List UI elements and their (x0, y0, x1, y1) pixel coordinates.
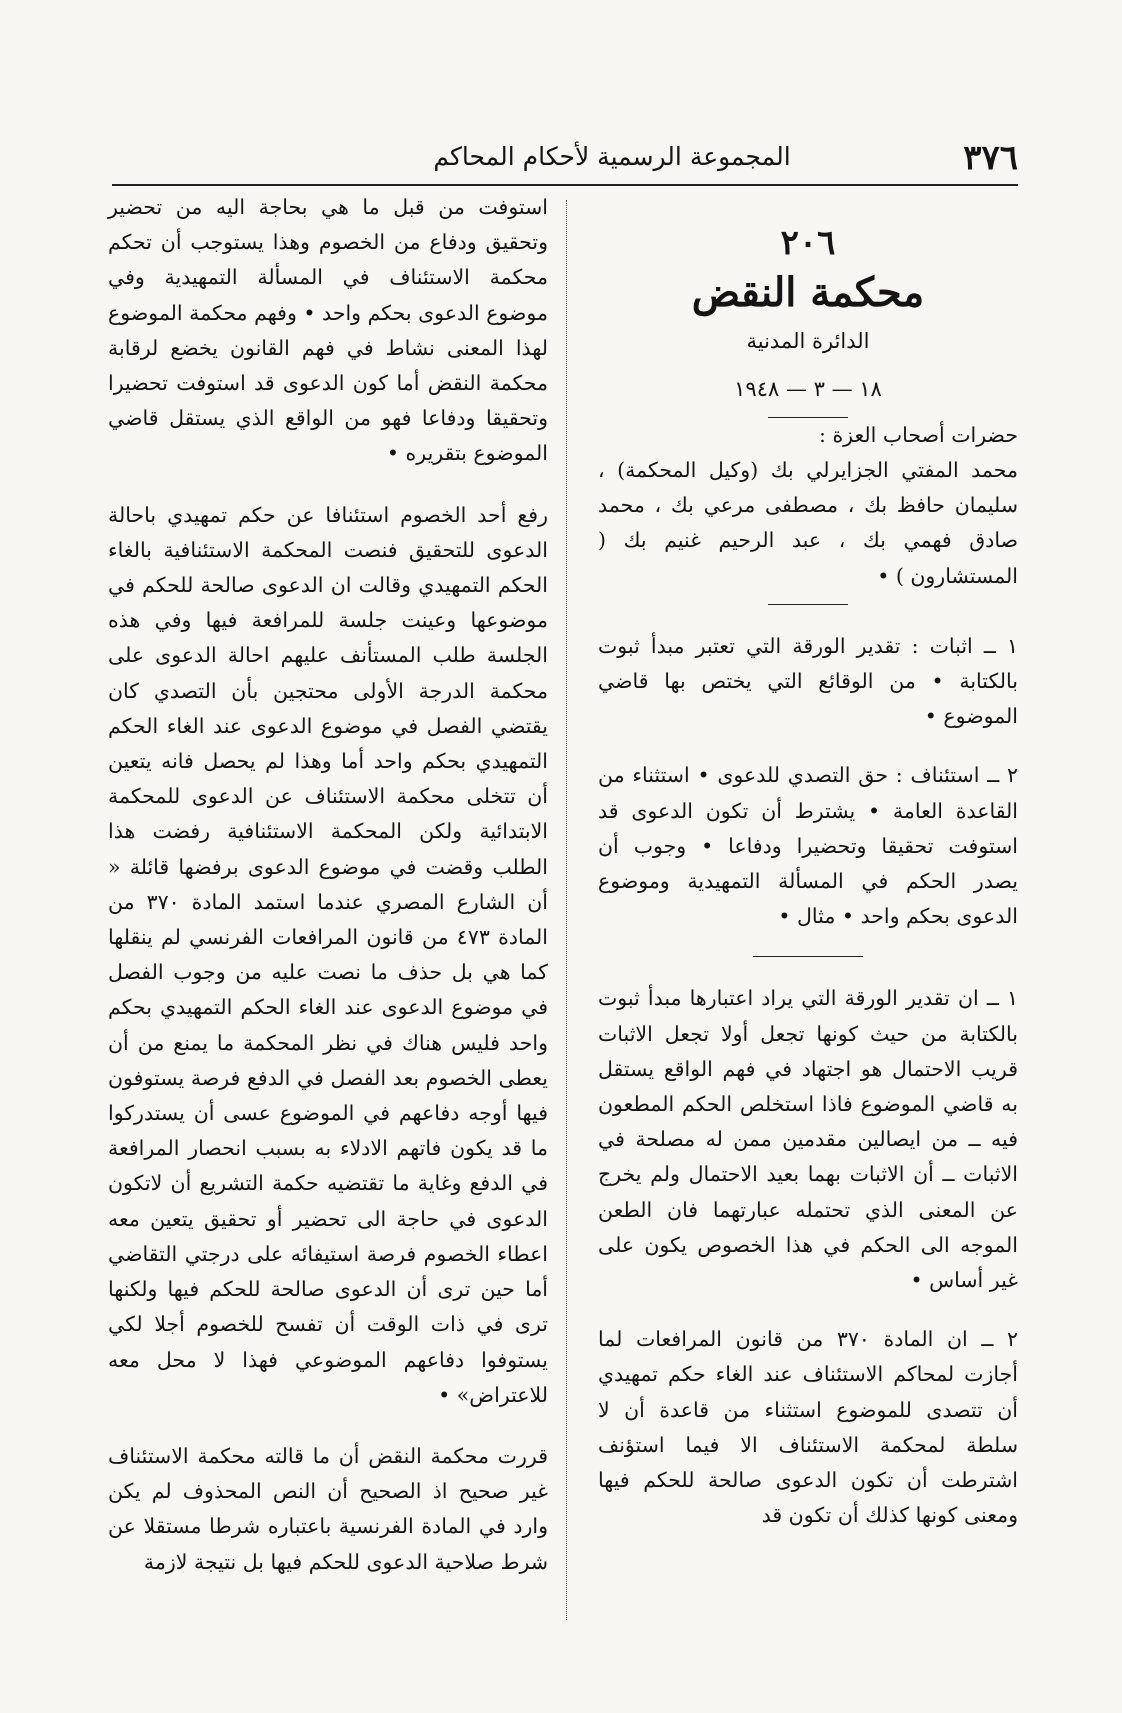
principle-1: ١ ــ ان تقدير الورقة التي يراد اعتبارها مبدأ ثبوت بالكتابة من حيث كونها تجعل أولا تجعل الاثبات قريب الاحتمال هو اجتهاد في فهم الواقع يستقل به قاضي الموضوع فاذا استخلص الحكم المطعون فيه ــ من ايصالين مقدمين ممن له مصلحة في الاثبات ــ أن الاثبات بهما بعيد الاحتمال ولم يخرج عن المعنى الذي تحتمله عبارتهما فان الطعن الموجه الى الحكم في هذا الخصوص يكون على غير أساس • (598, 986, 1018, 1293)
principle-2: ٢ ــ ان المادة ٣٧٠ من قانون المرافعات لما أجازت لمحاكم الاستئناف عند الغاء حكم تمهيدي أن تتصدى للموضوع استثناء من قاعدة أن لا سلطة لمحكمة الاستئناف الا فيما استؤنف اشترطت أن تكون الدعوى صالحة للحكم فيها ومعنى كونها كذلك أن تكون قد (598, 1327, 1018, 1528)
paragraph-3: قررت محكمة النقض أن ما قالته محكمة الاستئناف غير صحيح اذ الصحيح أن النص المحذوف لم يكن وارد في المادة الفرنسية باعتباره شرطا مستقلا عن شرط صلاحية الدعوى للحكم فيها بل نتيجة لازمة (108, 1443, 548, 1574)
judges-list: محمد المفتي الجزايرلي بك (وكيل المحكمة) ، سليمان حافظ بك ، مصطفى مرعي بك ، محمد صادق فهمي بك ، عبد الرحيم غنيم بك ( المستشارون ) • (598, 458, 1018, 588)
headnote-2: ٢ ــ استئناف : حق التصدي للدعوى • استثناء من القاعدة العامة • يشترط أن تكون الدعوى قد استوفت تحقيقا وتحضيرا ودفاعا • وجوب أن يصدر الحكم في المسألة التمهيدية وموضوع الدعوى بحكم واحد • مثال • (598, 763, 1018, 929)
column-divider (566, 200, 567, 1620)
judgment-date: ١٨ — ٣ — ١٩٤٨ (734, 376, 882, 401)
paragraph-2: رفع أحد الخصوم استئنافا عن حكم تمهيدي باحالة الدعوى للتحقيق فنصت المحكمة الاستئنافية بالغاء الحكم التمهيدي وقالت ان الدعوى صالحة للحكم في موضوعها وعينت جلسة للمرافعة فيها وفي هذه الجلسة طلب المستأنف عليهم احالة الدعوى على محكمة الدرجة الأولى محتجين بأن التصدي كان يقتضي الفصل في موضوع الدعوى عند الغاء الحكم التمهيدي بحكم واحد أما وهذا لم يحصل فانه يتعين أن تتخلى محكمة الاستئناف عن الدعوى للمحكمة الابتدائية ولكن المحكمة الاستئنافية رفضت هذا الطلب وقضت في موضوع الدعوى برفضها قائلة « أن الشارع المصري عندما استمد المادة ٣٧٠ من المادة ٤٧٣ من قانون المرافعات الفرنسي لم ينقلها كما هي بل حذف ما نصت عليه من وجوب الفصل في موضوع الدعوى عند الغاء الحكم التمهيدي بحكم واحد فليس هناك في نظر المحكمة ما يمنع من أن يعطى الخصوم بعد الفصل في الدفع فرصة يستوفون فيها أوجه دفاعهم في الموضوع عسى أن يستدركوا ما قد يكون فاتهم الادلاء به بسبب انحصار المرافعة في الدفع وغاية ما تقتضيه حكمة التشريع أن لاتكون الدعوى في حاجة الى تحضير أو تحقيق يتعين معه اعطاء الخصوم فرصة استيفائه على درجتي التقاضي أما حين ترى أن الدعوى صالحة للحكم فيها ولكنها ترى في ذات الوقت أن تفسح للخصوم أجلا لكي يستوفوا دفاعهم الموضوعي فهذا لا محل معه للاعتراض» • (108, 502, 548, 1407)
page-header (112, 138, 1018, 182)
page-number: ٣٧٦ (963, 138, 1018, 178)
presence-label: حضرات أصحاب العزة : (819, 422, 1018, 447)
left-column (108, 190, 548, 1580)
case-number: ٢٠٦ (780, 223, 836, 263)
header-rule (112, 184, 1018, 186)
headnote-1: ١ ــ اثبات : تقدير الورقة التي تعتبر مبدأ ثبوت بالكتابة • من الوقائع التي يختص بها قاضي الموضوع • (598, 633, 1018, 729)
running-title: المجموعة الرسمية لأحكام المحاكم (433, 142, 791, 171)
circuit-name: الدائرة المدنية (746, 329, 870, 354)
court-name: محكمة النقض (691, 269, 925, 317)
paragraph-1: استوفت من قبل ما هي بحاجة اليه من تحضير وتحقيق ودفاع من الخصوم وهذا يستوجب أن تحكم محكمة الاستئناف في المسألة التمهيدية وفي موضوع الدعوى بحكم واحد • وفهم محكمة الموضوع لهذا المعنى نشاط في فهم القانون يخضع لرقابة محكمة النقض أما كون الدعوى قد استوفت تحضيرا وتحقيقا ودفاعا فهو من الواقع الذي يستقل قاضي الموضوع بتقريره • (108, 195, 548, 466)
right-column (598, 190, 1018, 1534)
